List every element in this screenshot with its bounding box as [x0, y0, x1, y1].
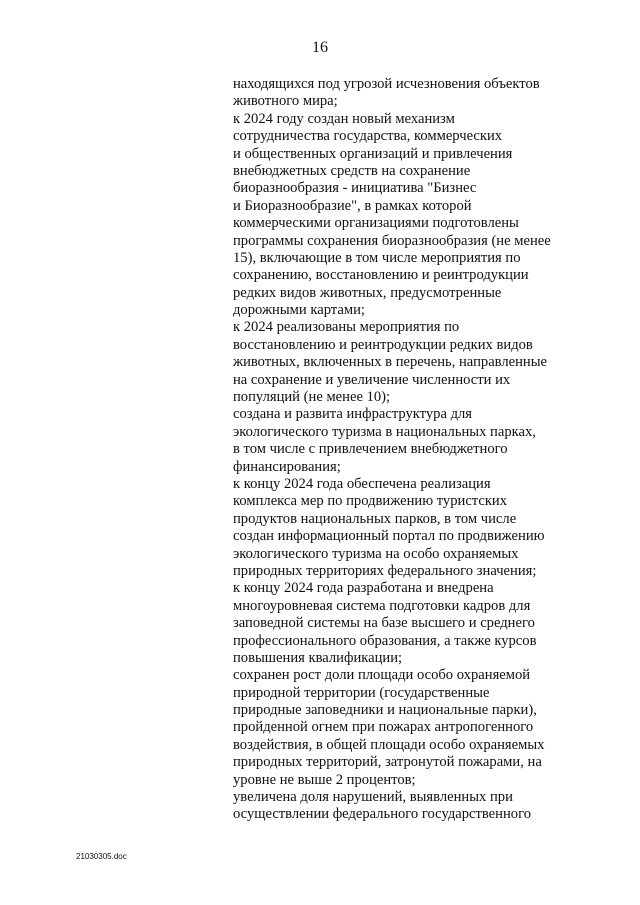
file-name-footer: 21030305.doc — [76, 852, 127, 861]
text-line: природных территориях федерального значения; — [233, 562, 537, 579]
text-line: к концу 2024 года разработана и внедрена — [233, 580, 494, 597]
text-line: животных, включенных в перечень, направленные — [233, 354, 548, 371]
text-line: продуктов национальных парков, в том числе — [233, 510, 517, 527]
text-line: внебюджетных средств на сохранение — [233, 162, 471, 179]
text-line: животного мира; — [233, 93, 338, 110]
text-line: комплекса мер по продвижению туристских — [233, 493, 508, 510]
text-line: к концу 2024 года обеспечена реализация — [233, 475, 491, 492]
text-line: воздействия, в общей площади особо охраняемых — [233, 736, 545, 753]
text-line: природные заповедники и национальные парки), — [233, 702, 537, 719]
text-line: 15), включающие в том числе мероприятия по — [233, 249, 521, 266]
text-line: и общественных организаций и привлечения — [233, 145, 513, 162]
text-line: природных территорий, затронутой пожарами, на — [233, 754, 542, 771]
text-line: создана и развита инфраструктура для — [233, 406, 473, 423]
text-line: многоуровневая система подготовки кадров для — [233, 597, 531, 614]
text-line: заповедной системы на базе высшего и среднего — [233, 615, 535, 632]
text-line: в том числе с привлечением внебюджетного — [233, 441, 508, 458]
text-line: к 2024 году создан новый механизм — [233, 110, 455, 127]
text-line: природной территории (государственные — [233, 684, 490, 701]
text-line: пройденной огнем при пожарах антропогенного — [233, 719, 534, 736]
text-line: программы сохранения биоразнообразия (не менее — [233, 232, 551, 249]
text-line: сотрудничества государства, коммерческих — [233, 128, 503, 145]
document-body — [233, 76, 573, 824]
text-line: создан информационный портал по продвижению — [233, 528, 545, 545]
text-line: профессионального образования, а также курсов — [233, 632, 537, 649]
text-line: экологического туризма на особо охраняемых — [233, 545, 519, 562]
text-line: осуществлении федерального государственного — [233, 806, 531, 823]
text-line: повышения квалификации; — [233, 649, 403, 666]
text-line: биоразнообразия - инициатива "Бизнес — [233, 180, 477, 197]
text-line: увеличена доля нарушений, выявленных при — [233, 789, 513, 806]
text-line: редких видов животных, предусмотренные — [233, 284, 502, 301]
text-line: дорожными картами; — [233, 302, 365, 319]
text-line: к 2024 реализованы мероприятия по — [233, 319, 460, 336]
text-line: на сохранение и увеличение численности их — [233, 371, 511, 388]
text-line: экологического туризма в национальных парках, — [233, 423, 536, 440]
text-line: уровне не выше 2 процентов; — [233, 771, 416, 788]
text-line: и Биоразнообразие", в рамках которой — [233, 197, 472, 214]
text-line: коммерческими организациями подготовлены — [233, 215, 519, 232]
text-line: находящихся под угрозой исчезновения объектов — [233, 76, 540, 92]
page-number: 16 — [312, 39, 328, 56]
text-line: сохранению, восстановлению и реинтродукции — [233, 267, 529, 284]
text-line: восстановлению и реинтродукции редких видов — [233, 336, 533, 353]
text-line: сохранен рост доли площади особо охраняемой — [233, 667, 531, 684]
text-line: финансирования; — [233, 458, 341, 475]
text-line: популяций (не менее 10); — [233, 389, 391, 406]
